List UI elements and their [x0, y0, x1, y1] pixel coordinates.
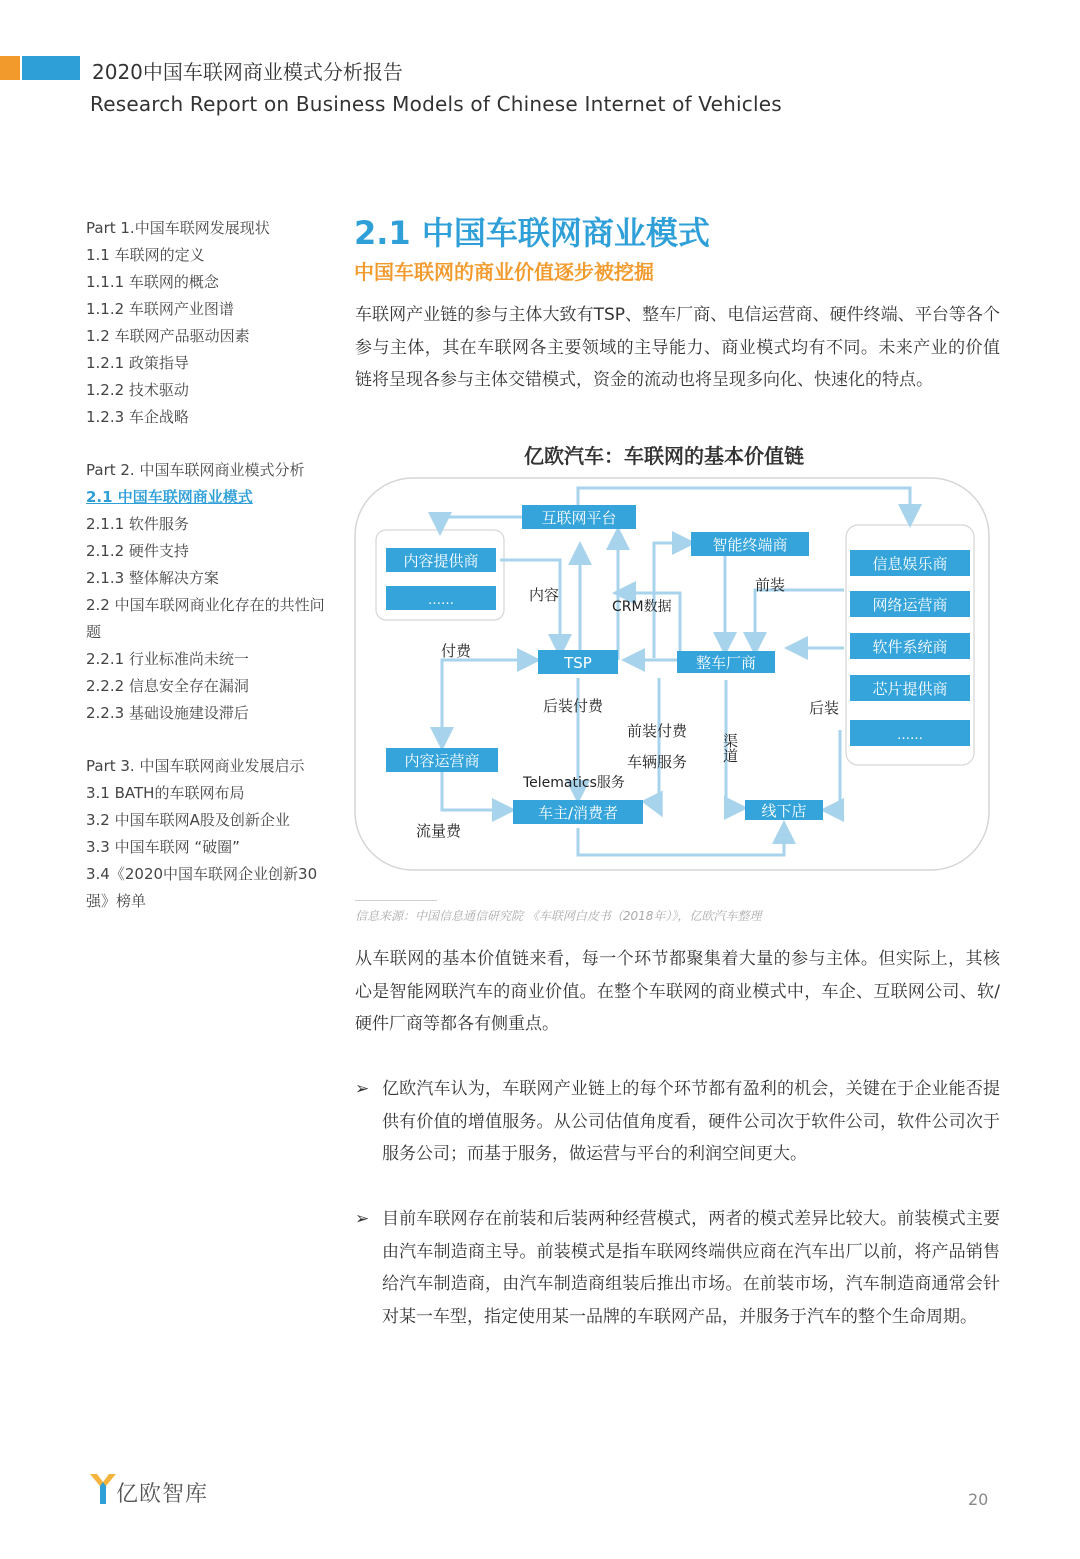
- section-title: 2.1 中国车联网商业模式: [354, 214, 710, 252]
- bullet-arrow-icon: ➢: [355, 1209, 370, 1229]
- node-label: 线下店: [761, 802, 807, 820]
- toc-item[interactable]: 1.2 车联网产品驱动因素: [86, 327, 250, 345]
- label-telematics: Telematics服务: [523, 775, 625, 791]
- label-content: 内容: [529, 586, 560, 604]
- label-pre-install-pay: 前装付费: [627, 722, 688, 740]
- node-content-provider: [386, 548, 496, 572]
- node-label: 芯片提供商: [872, 680, 948, 698]
- report-title-cn: 2020中国车联网商业模式分析报告: [92, 60, 403, 84]
- toc-part3: [86, 753, 326, 915]
- toc-item[interactable]: 1.2.2 技术驱动: [86, 381, 189, 399]
- toc-item[interactable]: 3.4《2020中国车联网企业创新30强》榜单: [86, 865, 318, 910]
- connectors: [440, 488, 910, 855]
- node-content-ellipsis: [386, 586, 496, 610]
- report-title-en: Research Report on Business Models of Chinese Internet of Vehicles: [90, 92, 782, 116]
- toc-part1: [86, 215, 326, 431]
- label-pre-install: 前装: [755, 576, 786, 594]
- node-network-operator: [850, 591, 970, 617]
- body-paragraph: 从车联网的基本价值链来看，每一个环节都聚集着大量的参与主体。但实际上，其核心是智能网联汽车的商业价值。在整个车联网的商业模式中，车企、互联网公司、软/硬件厂商等都各有侧重点。: [355, 949, 1000, 1034]
- toc-item[interactable]: 1.2.1 政策指导: [86, 354, 189, 372]
- page-number: 20: [968, 1490, 989, 1509]
- node-right-ellipsis: [850, 720, 970, 746]
- bullet-text: 亿欧汽车认为，车联网产业链上的每个环节都有盈利的机会，关键在于企业能否提供有价值的增值服务。从公司估值角度看，硬件公司次于软件公司，软件公司次于服务公司；而基于服务，做运营与平台的利润空间更大。: [382, 1079, 1000, 1164]
- bullet-text: 目前车联网存在前装和后装两种经营模式，两者的模式差异比较大。前装模式主要由汽车制造商主导。前装模式是指车联网终端供应商在汽车出厂以前，将产品销售给汽车制造商，由汽车制造商组装后推出市场。在前装市场，汽车制造商通常会针对某一车型，指定使用某一品牌的车联网产品，并服务于汽车的整个生命周期。: [382, 1209, 1000, 1327]
- bullet-item-2: [355, 1203, 1000, 1333]
- node-owner: [513, 800, 643, 824]
- node-chip-provider: [850, 675, 970, 701]
- toc-item[interactable]: 2.2.2 信息安全存在漏洞: [86, 677, 249, 695]
- bullet-item-1: [355, 1073, 1000, 1171]
- node-label: ……: [428, 593, 454, 608]
- toc-part2: [86, 457, 326, 727]
- node-software-integrator: [850, 633, 970, 659]
- toc-item[interactable]: 1.1.1 车联网的概念: [86, 273, 219, 291]
- node-label: 车主/消费者: [537, 804, 619, 822]
- toc-item[interactable]: 2.1.2 硬件支持: [86, 542, 189, 560]
- node-infotainment: [850, 550, 970, 576]
- node-tsp: [538, 650, 618, 674]
- node-label: 软件系统商: [872, 638, 948, 656]
- label-channel: 渠道: [721, 733, 739, 763]
- yiou-logo-icon: [88, 1472, 118, 1506]
- label-crm: CRM数据: [612, 599, 672, 615]
- node-oem: [677, 651, 775, 673]
- toc-item[interactable]: 3.3 中国车联网 “破圈”: [86, 838, 240, 856]
- node-label: 整车厂商: [695, 654, 757, 672]
- source-divider: [355, 900, 437, 901]
- figure-source: 信息来源：中国信息通信研究院 《车联网白皮书（2018年）》，亿欧汽车整理: [355, 909, 762, 923]
- section-subtitle: 中国车联网的商业价值逐步被挖掘: [354, 260, 654, 284]
- footer-brand: 亿欧智库: [116, 1482, 209, 1507]
- node-label: 内容运营商: [404, 752, 480, 770]
- toc-part-heading[interactable]: Part 2. 中国车联网商业模式分析: [86, 461, 305, 479]
- node-label: 内容提供商: [403, 552, 479, 570]
- toc-item[interactable]: 3.1 BATH的车联网布局: [86, 784, 245, 802]
- toc-item[interactable]: 3.2 中国车联网A股及创新企业: [86, 811, 290, 829]
- value-chain-diagram: [350, 470, 995, 880]
- toc-part-heading[interactable]: Part 3. 中国车联网商业发展启示: [86, 757, 305, 775]
- toc-item[interactable]: 1.2.3 车企战略: [86, 408, 189, 426]
- node-label: TSP: [564, 654, 592, 672]
- node-label: 互联网平台: [541, 509, 617, 527]
- label-vehicle-service: 车辆服务: [627, 753, 688, 771]
- toc-item[interactable]: 2.1.3 整体解决方案: [86, 569, 219, 587]
- node-smart-terminal: [691, 532, 809, 556]
- toc-item[interactable]: 1.1 车联网的定义: [86, 246, 205, 264]
- toc-item[interactable]: 2.1.1 软件服务: [86, 515, 189, 533]
- toc-item[interactable]: 2.2 中国车联网商业化存在的共性问题: [86, 596, 325, 641]
- intro-paragraph: 车联网产业链的参与主体大致有TSP、整车厂商、电信运营商、硬件终端、平台等各个参与主体，其在车联网各主要领域的主导能力、商业模式均有不同。未来产业的价值链将呈现各参与主体交错模式，资金的流动也将呈现多向化、快速化的特点。: [355, 305, 1000, 390]
- node-offline-store: [745, 800, 823, 820]
- bullet-arrow-icon: ➢: [355, 1079, 370, 1099]
- node-internet-platform: [522, 505, 636, 529]
- label-aftermarket: 后装: [809, 699, 840, 717]
- label-aftermarket-pay: 后装付费: [543, 697, 604, 715]
- toc-part-heading[interactable]: Part 1.中国车联网发展现状: [86, 219, 270, 237]
- toc-item[interactable]: 2.2.3 基础设施建设滞后: [86, 704, 249, 722]
- node-label: 智能终端商: [712, 536, 788, 554]
- label-data-fee: 流量费: [416, 822, 462, 840]
- node-label: 信息娱乐商: [872, 555, 948, 573]
- node-label: 网络运营商: [872, 596, 948, 614]
- label-pay: 付费: [441, 642, 472, 660]
- node-label: ……: [897, 728, 923, 743]
- header-accent-orange: [0, 56, 20, 80]
- figure-title: 亿欧汽车：车联网的基本价值链: [524, 444, 804, 468]
- toc-item-active[interactable]: 2.1 中国车联网商业模式: [86, 488, 253, 506]
- header-accent-blue: [22, 56, 80, 80]
- toc-item[interactable]: 2.2.1 行业标准尚未统一: [86, 650, 249, 668]
- node-content-operator: [386, 748, 498, 772]
- toc-item[interactable]: 1.1.2 车联网产业图谱: [86, 300, 234, 318]
